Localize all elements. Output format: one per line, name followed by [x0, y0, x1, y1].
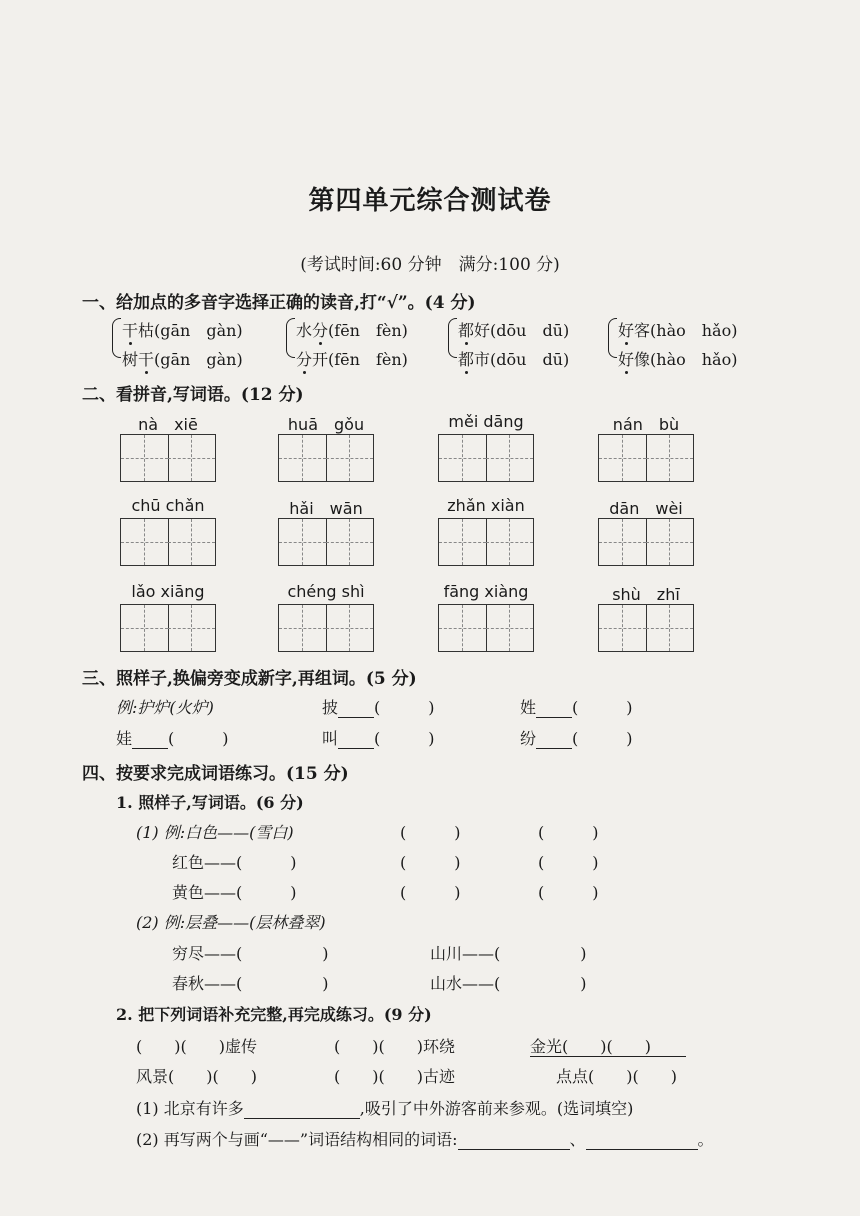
brace	[286, 318, 295, 358]
grid-cell[interactable]	[326, 435, 373, 481]
writing-grid[interactable]	[598, 434, 694, 482]
writing-grid[interactable]	[120, 604, 216, 652]
pinyin-label: fāng xiàng	[443, 582, 529, 601]
idiom-fill-underlined[interactable]: 金光( )( )	[530, 1037, 651, 1056]
section-2-heading: 二、看拼音,写词语。(12 分)	[82, 385, 304, 405]
guide-line	[191, 435, 192, 481]
section-1-heading: 一、给加点的多音字选择正确的读音,打“√”。(4 分)	[82, 293, 476, 313]
dotted-char: 干	[122, 318, 138, 341]
brace	[112, 318, 121, 358]
grid-cell[interactable]	[168, 605, 215, 651]
grid-cell[interactable]	[646, 519, 693, 565]
idiom-fill[interactable]: 点点( )( )	[556, 1067, 677, 1086]
grid-cell[interactable]	[599, 435, 647, 481]
idiom-fill[interactable]: ( )( )环绕	[334, 1037, 455, 1056]
pinyin-label: nán bù	[612, 415, 680, 434]
grid-cell[interactable]	[168, 519, 215, 565]
pinyin-label: huā gǒu	[287, 415, 365, 434]
answer-bracket[interactable]: ( )	[400, 883, 461, 902]
word-row[interactable]: 山水——( )	[430, 974, 587, 993]
pinyin-label: shù zhī	[612, 585, 680, 604]
underline	[530, 1056, 686, 1057]
dotted-char: 都	[458, 318, 474, 341]
grid-cell[interactable]	[486, 519, 533, 565]
fill-sentence-1: (1) 北京有许多 ,吸引了中外游客前来参观。(选词填空)	[136, 1099, 634, 1118]
guide-line	[669, 605, 670, 651]
writing-grid[interactable]	[438, 604, 534, 652]
word-row[interactable]: 穷尽——( )	[172, 944, 329, 963]
answer-line[interactable]	[244, 1102, 360, 1119]
dotted-char: 好	[618, 347, 634, 370]
answer-bracket[interactable]: ( )	[400, 853, 461, 872]
brace	[608, 318, 617, 358]
guide-line	[509, 435, 510, 481]
poly-item: 树干(gān gàn)	[122, 347, 243, 370]
grid-cell[interactable]	[439, 519, 487, 565]
dotted-char: 干	[138, 347, 154, 370]
radical-item[interactable]: 叫 ( )	[322, 729, 435, 748]
idiom-fill[interactable]: ( )( )虚传	[136, 1037, 257, 1056]
word-row[interactable]: 山川——( )	[430, 944, 587, 963]
fill-sentence-2: (2) 再写两个与画“——”词语结构相同的词语: 、 。	[136, 1130, 714, 1149]
guide-line	[669, 519, 670, 565]
word-row[interactable]: 红色——( )	[172, 853, 297, 872]
pinyin-label: měi dāng	[448, 412, 524, 431]
dotted-char: 分	[312, 318, 328, 341]
grid-cell[interactable]	[121, 519, 169, 565]
pinyin-label: hǎi wān	[289, 499, 363, 518]
guide-line	[622, 519, 623, 565]
pinyin-label: chū chǎn	[131, 496, 205, 515]
dotted-char: 好	[618, 318, 634, 341]
guide-line	[349, 519, 350, 565]
pinyin-label: chéng shì	[287, 582, 365, 601]
poly-item: 好客(hào hǎo)	[618, 318, 737, 341]
answer-bracket[interactable]: ( )	[400, 823, 461, 842]
guide-line	[509, 519, 510, 565]
example: 例:护炉(火炉)	[116, 698, 214, 717]
brace	[448, 318, 457, 358]
grid-cell[interactable]	[439, 605, 487, 651]
section-3-heading: 三、照样子,换偏旁变成新字,再组词。(5 分)	[82, 669, 417, 689]
dotted-char: 都	[458, 347, 474, 370]
radical-item[interactable]: 姓 ( )	[520, 698, 633, 717]
answer-bracket[interactable]: ( )	[538, 823, 599, 842]
guide-line	[302, 605, 303, 651]
guide-line	[669, 435, 670, 481]
guide-line	[462, 605, 463, 651]
grid-cell[interactable]	[646, 435, 693, 481]
grid-cell[interactable]	[486, 435, 533, 481]
grid-cell[interactable]	[486, 605, 533, 651]
writing-grid[interactable]	[120, 434, 216, 482]
poly-item: 水分(fēn fèn)	[296, 318, 408, 341]
guide-line	[302, 435, 303, 481]
question-2-title: 2. 把下列词语补充完整,再完成练习。(9 分)	[116, 1005, 432, 1024]
guide-line	[509, 605, 510, 651]
guide-line	[462, 435, 463, 481]
guide-line	[191, 519, 192, 565]
poly-item: 好像(hào hǎo)	[618, 347, 737, 370]
guide-line	[622, 435, 623, 481]
guide-line	[302, 519, 303, 565]
exam-info: (考试时间:60 分钟 满分:100 分)	[300, 255, 560, 275]
grid-cell[interactable]	[326, 519, 373, 565]
guide-line	[144, 519, 145, 565]
guide-line	[349, 605, 350, 651]
grid-cell[interactable]	[279, 435, 327, 481]
radical-item[interactable]: 纷 ( )	[520, 729, 633, 748]
writing-grid[interactable]	[278, 434, 374, 482]
grid-cell[interactable]	[599, 605, 647, 651]
pinyin-label: dān wèi	[609, 499, 683, 518]
blank-line[interactable]	[536, 732, 572, 749]
blank-line[interactable]	[132, 732, 168, 749]
guide-line	[462, 519, 463, 565]
guide-line	[144, 435, 145, 481]
writing-grid[interactable]	[438, 434, 534, 482]
writing-grid[interactable]	[598, 518, 694, 566]
blank-line[interactable]	[338, 701, 374, 718]
example: (2) 例:层叠——(层林叠翠)	[136, 913, 326, 932]
writing-grid[interactable]	[120, 518, 216, 566]
guide-line	[144, 605, 145, 651]
writing-grid[interactable]	[598, 604, 694, 652]
writing-grid[interactable]	[278, 604, 374, 652]
grid-cell[interactable]	[121, 605, 169, 651]
example: (1) 例:白色——(雪白)	[136, 823, 294, 842]
question-1-title: 1. 照样子,写词语。(6 分)	[116, 793, 304, 812]
radical-item[interactable]: 披 ( )	[322, 698, 435, 717]
grid-cell[interactable]	[326, 605, 373, 651]
section-4-heading: 四、按要求完成词语练习。(15 分)	[82, 764, 349, 784]
radical-item[interactable]: 娃 ( )	[116, 729, 229, 748]
guide-line	[349, 435, 350, 481]
blank-line[interactable]	[536, 701, 572, 718]
grid-cell[interactable]	[279, 605, 327, 651]
writing-grid[interactable]	[278, 518, 374, 566]
grid-cell[interactable]	[646, 605, 693, 651]
blank-line[interactable]	[338, 732, 374, 749]
idiom-fill[interactable]: 风景( )( )	[136, 1067, 257, 1086]
grid-cell[interactable]	[279, 519, 327, 565]
grid-cell[interactable]	[439, 435, 487, 481]
grid-cell[interactable]	[599, 519, 647, 565]
word-row[interactable]: 春秋——( )	[172, 974, 329, 993]
answer-line[interactable]	[458, 1133, 570, 1150]
answer-bracket[interactable]: ( )	[538, 883, 599, 902]
guide-line	[622, 605, 623, 651]
answer-bracket[interactable]: ( )	[538, 853, 599, 872]
idiom-fill[interactable]: ( )( )古迹	[334, 1067, 455, 1086]
page-title: 第四单元综合测试卷	[308, 186, 552, 216]
poly-item: 干枯(gān gàn)	[122, 318, 243, 341]
pinyin-label: lǎo xiāng	[131, 582, 205, 601]
guide-line	[191, 605, 192, 651]
poly-item: 都市(dōu dū)	[458, 347, 569, 370]
answer-line[interactable]	[586, 1133, 698, 1150]
pinyin-label: zhǎn xiàn	[447, 496, 525, 515]
poly-item: 都好(dōu dū)	[458, 318, 569, 341]
poly-item: 分开(fēn fèn)	[296, 347, 408, 370]
grid-cell[interactable]	[168, 435, 215, 481]
pinyin-label: nà xiē	[138, 415, 198, 434]
writing-grid[interactable]	[438, 518, 534, 566]
grid-cell[interactable]	[121, 435, 169, 481]
dotted-char: 分	[296, 347, 312, 370]
word-row[interactable]: 黄色——( )	[172, 883, 297, 902]
